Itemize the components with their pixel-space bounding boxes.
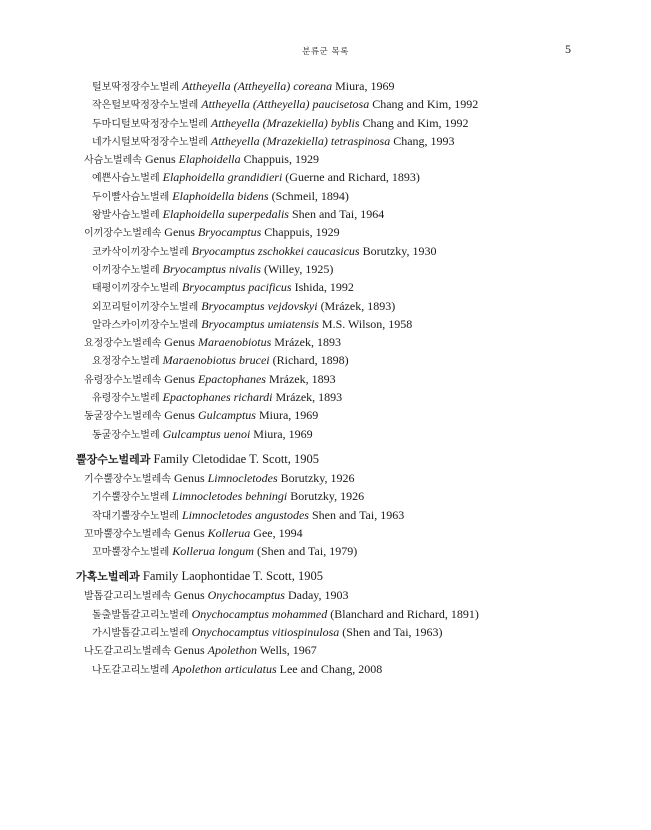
scientific-name — [169, 189, 349, 203]
taxon-list — [0, 77, 651, 678]
authority: Mrázek, 1893 — [268, 371, 336, 386]
species-entry — [0, 315, 651, 333]
species-entry — [0, 205, 651, 223]
genus-entry — [0, 150, 651, 168]
scientific-name — [160, 353, 349, 367]
korean-name: 발톱갈고리노벌레속 — [84, 591, 171, 603]
rank-label: Genus — [173, 643, 205, 658]
scientific-name — [208, 134, 455, 148]
species-entry — [0, 542, 651, 560]
species-entry — [0, 623, 651, 641]
scientific-name — [171, 588, 349, 602]
rank-label: Genus — [164, 225, 195, 240]
taxon-italic-name: Attheyella (Mrazekiella) byblis — [210, 115, 360, 130]
genus-entry — [0, 524, 651, 542]
taxon-italic-name: Bryocamptus zschokkei caucasicus — [191, 243, 360, 258]
korean-name: 작대기뿔장수노벌레 — [92, 510, 179, 522]
korean-name: 유령장수노벌레속 — [84, 374, 162, 386]
taxon-italic-name: Bryocamptus pacificus — [181, 280, 292, 295]
authority: Mrázek, 1893 — [274, 335, 341, 350]
rank-label: Genus — [173, 470, 205, 485]
genus-entry — [0, 223, 651, 241]
authority: Shen and Tai, 1964 — [291, 207, 385, 222]
korean-name: 두이빨사슴노벌레 — [92, 191, 170, 203]
korean-name: 나도갈고리노벌레 — [92, 664, 170, 676]
species-entry — [0, 242, 651, 260]
genus-entry — [0, 370, 651, 388]
scientific-name — [169, 662, 382, 676]
genus-entry — [0, 469, 651, 487]
scientific-name — [179, 79, 395, 93]
korean-name: 이끼장수노벌레 — [92, 264, 160, 276]
species-entry — [0, 297, 651, 315]
taxon-italic-name: Onychocamptus mohammed — [191, 606, 328, 621]
authority: Ishida, 1992 — [294, 280, 354, 295]
taxon-italic-name: Bryocamptus vejdovskyi — [201, 298, 318, 313]
korean-name: 왕발사슴노벌레 — [92, 210, 160, 222]
rank-label: Family — [153, 451, 189, 466]
taxon-italic-name: Apolethon articulatus — [172, 661, 277, 676]
authority: Miura, 1969 — [335, 79, 395, 93]
authority: Borutzky, 1930 — [362, 243, 437, 258]
korean-name: 예쁜사슴노벌레 — [92, 173, 160, 185]
korean-name: 요정장수노벌레속 — [84, 338, 162, 350]
rank-label: Family — [142, 569, 179, 584]
authority: Cletodidae T. Scott, 1905 — [192, 451, 320, 466]
scientific-name — [142, 152, 319, 166]
authority: Miura, 1969 — [258, 408, 319, 423]
species-entry — [0, 132, 651, 150]
taxon-italic-name: Onychocamptus vitiospinulosa — [191, 625, 340, 640]
taxon-italic-name: Attheyella (Mrazekiella) tetraspinosa — [210, 133, 391, 148]
taxon-italic-name: Bryocamptus umiatensis — [201, 316, 319, 331]
rank-label: Genus — [164, 408, 195, 423]
running-header-title: 분류군 목록 — [302, 47, 349, 57]
authority: Gee, 1994 — [253, 525, 303, 540]
authority: Miura, 1969 — [253, 426, 313, 441]
korean-name: 유령장수노벌레 — [92, 393, 160, 405]
authority: (Schmeil, 1894) — [271, 188, 349, 203]
authority: (Guerne and Richard, 1893) — [285, 170, 420, 185]
page-number: 5 — [565, 42, 571, 56]
korean-name: 두마디털보딱정장수노벌레 — [92, 118, 208, 130]
taxon-italic-name: Attheyella (Attheyella) paucisetosa — [201, 97, 370, 112]
species-entry — [0, 278, 651, 296]
scientific-name — [208, 116, 469, 130]
scientific-name — [189, 625, 443, 639]
scientific-name — [140, 569, 323, 583]
korean-name: 가혹노벌레과 — [76, 570, 140, 584]
korean-name: 작은털보딱정장수노벌레 — [92, 100, 199, 112]
authority: Laophontidae T. Scott, 1905 — [181, 569, 323, 584]
taxon-italic-name: Gulcamptus uenoi — [162, 426, 251, 441]
scientific-name — [179, 280, 354, 294]
korean-name: 가시발톱갈고리노벌레 — [92, 628, 189, 640]
species-entry — [0, 351, 651, 369]
korean-name: 꼬마뿔장수노벌레 — [92, 547, 170, 559]
korean-name: 이끼장수노벌레속 — [84, 228, 162, 240]
rank-label: Genus — [144, 152, 176, 167]
authority: (Richard, 1898) — [272, 353, 349, 368]
korean-name: 기수뿔장수노벌레속 — [84, 473, 171, 485]
taxon-italic-name: Attheyella (Attheyella) coreana — [181, 79, 333, 93]
species-entry — [0, 187, 651, 205]
scientific-name — [160, 262, 334, 276]
authority: Chappuis, 1929 — [243, 152, 319, 167]
authority: (Blanchard and Richard, 1891) — [330, 606, 479, 621]
scientific-name — [198, 299, 395, 313]
korean-name: 털보딱정장수노벌레 — [92, 82, 179, 93]
species-entry — [0, 425, 651, 443]
scientific-name — [160, 427, 313, 441]
taxon-italic-name: Apolethon — [207, 643, 257, 658]
scientific-name — [160, 207, 385, 221]
scientific-name — [169, 544, 357, 558]
taxon-italic-name: Bryocamptus nivalis — [162, 261, 261, 276]
korean-name: 사슴노벌레속 — [84, 155, 142, 167]
species-entry — [0, 660, 651, 678]
taxon-italic-name: Limnocletodes — [207, 470, 278, 485]
taxon-italic-name: Elaphoidella bidens — [172, 188, 269, 203]
authority: M.S. Wilson, 1958 — [321, 316, 413, 331]
authority: (Shen and Tai, 1979) — [256, 544, 358, 559]
korean-name: 코카삭이끼장수노벌레 — [92, 246, 189, 258]
scientific-name — [161, 225, 339, 239]
korean-name: 동굴장수노벌레속 — [84, 411, 162, 423]
authority: Lee and Chang, 2008 — [279, 661, 383, 676]
species-entry — [0, 487, 651, 505]
scientific-name — [189, 244, 437, 258]
korean-name: 뿔장수노벌레과 — [76, 452, 151, 466]
korean-name: 알라스카이끼장수노벌레 — [92, 319, 199, 331]
taxon-italic-name: Gulcamptus — [197, 408, 256, 423]
authority: Shen and Tai, 1963 — [311, 507, 405, 522]
authority: Chang and Kim, 1992 — [362, 115, 469, 130]
genus-entry — [0, 333, 651, 351]
taxon-italic-name: Kollerua longum — [172, 544, 254, 559]
species-entry — [0, 605, 651, 623]
scientific-name — [150, 452, 319, 466]
authority: Borutzky, 1926 — [290, 489, 365, 504]
korean-name: 네가시털보딱정장수노벌레 — [92, 136, 208, 148]
rank-label: Genus — [173, 588, 205, 603]
taxon-italic-name: Onychocamptus — [207, 588, 285, 603]
taxon-italic-name: Kollerua — [207, 525, 251, 540]
taxon-italic-name: Elaphoidella — [178, 152, 241, 167]
taxon-italic-name: Limnocletodes angustodes — [181, 507, 309, 522]
genus-entry — [0, 586, 651, 604]
authority: Mrázek, 1893 — [275, 390, 343, 405]
authority: Wells, 1967 — [259, 643, 317, 658]
taxon-italic-name: Elaphoidella grandidieri — [162, 170, 283, 185]
species-entry — [0, 77, 651, 95]
taxon-italic-name: Epactophanes richardi — [162, 390, 273, 405]
scientific-name — [171, 526, 303, 540]
scientific-name — [171, 643, 317, 657]
scientific-name — [171, 471, 355, 485]
taxon-italic-name: Maraenobiotus — [197, 335, 272, 350]
taxon-italic-name: Maraenobiotus brucei — [162, 353, 270, 368]
family-entry — [0, 566, 651, 586]
korean-name: 나도갈고리노벌레속 — [84, 646, 171, 658]
scientific-name — [189, 607, 479, 621]
species-entry — [0, 506, 651, 524]
rank-label: Genus — [173, 525, 205, 540]
taxon-italic-name: Epactophanes — [197, 371, 266, 386]
species-entry — [0, 114, 651, 132]
scientific-name — [179, 508, 404, 522]
species-entry — [0, 168, 651, 186]
rank-label: Genus — [164, 371, 195, 386]
genus-entry — [0, 406, 651, 424]
korean-name: 동굴장수노벌레 — [92, 429, 160, 441]
scientific-name — [161, 335, 341, 349]
scientific-name — [198, 317, 412, 331]
korean-name: 돌출발톱갈고리노벌레 — [92, 609, 189, 621]
scientific-name — [161, 372, 335, 386]
scientific-name — [198, 97, 478, 111]
species-entry — [0, 260, 651, 278]
scientific-name — [160, 390, 343, 404]
authority: (Willey, 1925) — [263, 261, 334, 276]
authority: Chappuis, 1929 — [264, 225, 340, 240]
authority: Borutzky, 1926 — [280, 470, 355, 485]
authority: Daday, 1903 — [287, 588, 349, 603]
taxon-italic-name: Limnocletodes behningi — [172, 489, 288, 504]
korean-name: 요정장수노벌레 — [92, 356, 160, 368]
korean-name: 꼬마뿔장수노벌레속 — [84, 528, 171, 540]
rank-label: Genus — [164, 335, 195, 350]
genus-entry — [0, 641, 651, 659]
korean-name: 외꼬리털이끼장수노벌레 — [92, 301, 199, 313]
authority: Chang, 1993 — [393, 133, 455, 148]
scientific-name — [160, 170, 420, 184]
authority: (Shen and Tai, 1963) — [342, 625, 443, 640]
korean-name: 기수뿔장수노벌레 — [92, 492, 170, 504]
taxon-italic-name: Elaphoidella superpedalis — [162, 207, 289, 222]
authority: Chang and Kim, 1992 — [372, 97, 479, 112]
family-entry — [0, 449, 651, 469]
korean-name: 태평이끼장수노벌레 — [92, 283, 179, 295]
taxon-italic-name: Bryocamptus — [197, 225, 262, 240]
authority: (Mrázek, 1893) — [320, 298, 396, 313]
scientific-name — [169, 489, 364, 503]
species-entry — [0, 95, 651, 113]
scientific-name — [161, 408, 318, 422]
species-entry — [0, 388, 651, 406]
